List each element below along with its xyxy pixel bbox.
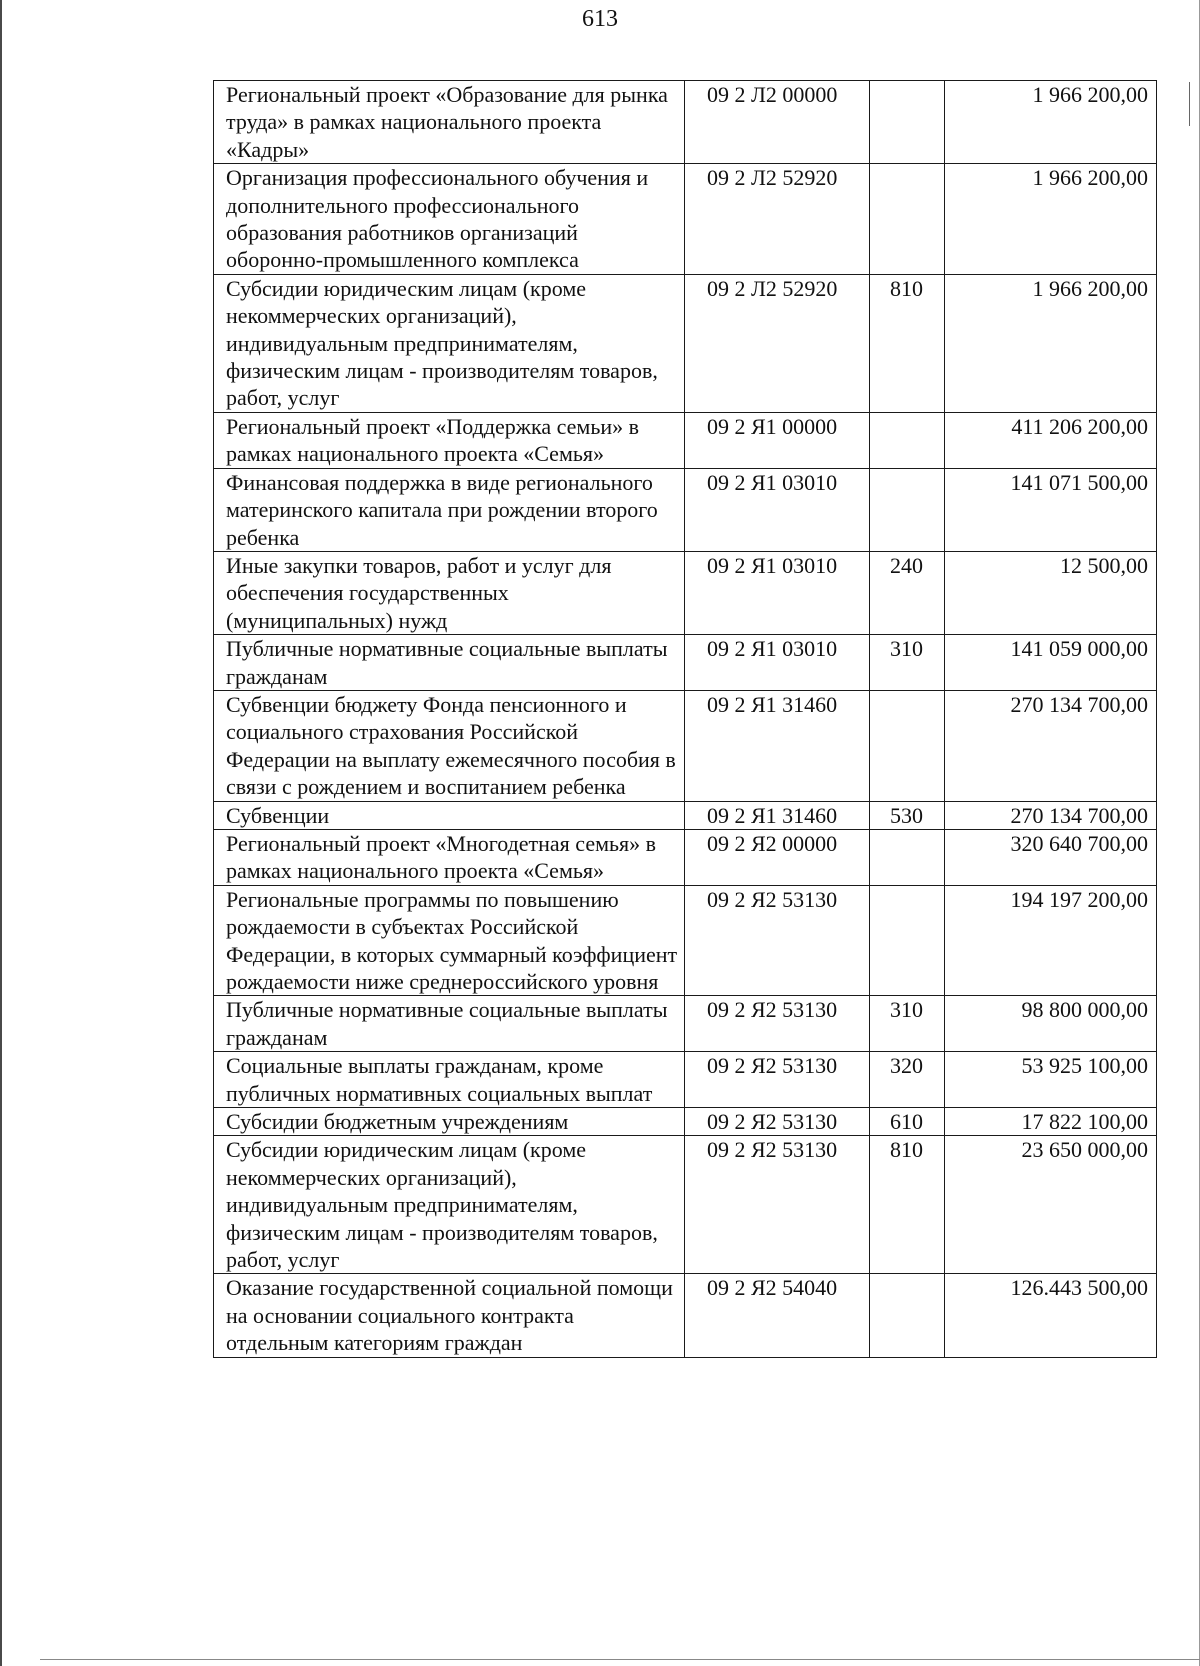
row-type-cell xyxy=(870,1274,945,1357)
row-sum-cell: 411 206 200,00 xyxy=(945,412,1157,468)
row-code-cell: 09 2 Я1 03010 xyxy=(685,468,870,551)
row-sum-cell: 1 966 200,00 xyxy=(945,164,1157,275)
table-row xyxy=(214,551,1157,634)
row-type-cell: 530 xyxy=(870,801,945,829)
row-code-cell: 09 2 Л2 52920 xyxy=(685,274,870,412)
row-name-cell: Иные закупки товаров, работ и услуг для обеспечения государственных (муниципальных) нужд xyxy=(214,551,685,634)
scan-mark xyxy=(1189,82,1190,126)
row-type-cell xyxy=(870,164,945,275)
row-code-cell: 09 2 Я2 53130 xyxy=(685,1108,870,1136)
table-row xyxy=(214,801,1157,829)
table-row xyxy=(214,274,1157,412)
row-code-cell: 09 2 Я2 53130 xyxy=(685,1052,870,1108)
row-code-cell: 09 2 Я2 53130 xyxy=(685,996,870,1052)
row-code-cell: 09 2 Л2 52920 xyxy=(685,164,870,275)
row-name-cell: Организация профессионального обучения и дополнительного профессионального образования работников организаций оборонно-промышленного комплекса xyxy=(214,164,685,275)
row-code-cell: 09 2 Я1 00000 xyxy=(685,412,870,468)
table-row xyxy=(214,635,1157,691)
row-name-cell: Финансовая поддержка в виде регионального материнского капитала при рождении второго ребенка xyxy=(214,468,685,551)
row-name-cell: Субвенции xyxy=(214,801,685,829)
row-type-cell: 240 xyxy=(870,551,945,634)
row-code-cell: 09 2 Л2 00000 xyxy=(685,81,870,164)
row-name-cell: Региональные программы по повышению рождаемости в субъектах Российской Федерации, в которых суммарный коэффициент рождаемости ниже среднероссийского уровня xyxy=(214,885,685,996)
table-row xyxy=(214,829,1157,885)
row-name-cell: Региональный проект «Поддержка семьи» в рамках национального проекта «Семья» xyxy=(214,412,685,468)
row-type-cell: 610 xyxy=(870,1108,945,1136)
row-sum-cell: 53 925 100,00 xyxy=(945,1052,1157,1108)
row-code-cell: 09 2 Я2 54040 xyxy=(685,1274,870,1357)
row-name-cell: Социальные выплаты гражданам, кроме публичных нормативных социальных выплат xyxy=(214,1052,685,1108)
row-name-cell: Субсидии юридическим лицам (кроме некоммерческих организаций), индивидуальным предпринимателям, физическим лицам - производителям товаров, работ, услуг xyxy=(214,1136,685,1274)
row-type-cell xyxy=(870,885,945,996)
budget-table xyxy=(213,80,1157,1358)
row-type-cell xyxy=(870,829,945,885)
row-sum-cell: 126.443 500,00 xyxy=(945,1274,1157,1357)
row-type-cell xyxy=(870,81,945,164)
row-code-cell: 09 2 Я2 53130 xyxy=(685,885,870,996)
row-sum-cell: 1 966 200,00 xyxy=(945,81,1157,164)
row-name-cell: Субвенции бюджету Фонда пенсионного и социального страхования Российской Федерации на выплату ежемесячного пособия в связи с рождением и воспитанием ребенка xyxy=(214,690,685,801)
row-name-cell: Оказание государственной социальной помощи на основании социального контракта отдельным категориям граждан xyxy=(214,1274,685,1357)
table-row xyxy=(214,1052,1157,1108)
row-code-cell: 09 2 Я1 03010 xyxy=(685,551,870,634)
row-sum-cell: 23 650 000,00 xyxy=(945,1136,1157,1274)
table-body xyxy=(214,81,1157,1358)
row-sum-cell: 270 134 700,00 xyxy=(945,690,1157,801)
row-sum-cell: 12 500,00 xyxy=(945,551,1157,634)
table-row xyxy=(214,885,1157,996)
table-row xyxy=(214,412,1157,468)
table-row xyxy=(214,690,1157,801)
row-type-cell xyxy=(870,468,945,551)
table-row xyxy=(214,468,1157,551)
row-sum-cell: 141 071 500,00 xyxy=(945,468,1157,551)
scan-bottom-edge xyxy=(40,1659,1200,1660)
page-number: 613 xyxy=(582,6,618,32)
row-type-cell: 810 xyxy=(870,274,945,412)
row-name-cell: Публичные нормативные социальные выплаты гражданам xyxy=(214,996,685,1052)
row-name-cell: Субсидии бюджетным учреждениям xyxy=(214,1108,685,1136)
row-sum-cell: 141 059 000,00 xyxy=(945,635,1157,691)
row-type-cell: 310 xyxy=(870,635,945,691)
row-code-cell: 09 2 Я2 53130 xyxy=(685,1136,870,1274)
row-sum-cell: 98 800 000,00 xyxy=(945,996,1157,1052)
row-sum-cell: 17 822 100,00 xyxy=(945,1108,1157,1136)
row-sum-cell: 194 197 200,00 xyxy=(945,885,1157,996)
table-row xyxy=(214,1136,1157,1274)
row-code-cell: 09 2 Я1 03010 xyxy=(685,635,870,691)
row-type-cell xyxy=(870,690,945,801)
table-row xyxy=(214,1274,1157,1357)
row-type-cell: 810 xyxy=(870,1136,945,1274)
row-name-cell: Региональный проект «Образование для рынка труда» в рамках национального проекта «Кадры» xyxy=(214,81,685,164)
row-name-cell: Публичные нормативные социальные выплаты гражданам xyxy=(214,635,685,691)
table-row xyxy=(214,1108,1157,1136)
row-code-cell: 09 2 Я2 00000 xyxy=(685,829,870,885)
row-type-cell xyxy=(870,412,945,468)
row-type-cell: 320 xyxy=(870,1052,945,1108)
row-sum-cell: 270 134 700,00 xyxy=(945,801,1157,829)
row-sum-cell: 320 640 700,00 xyxy=(945,829,1157,885)
table-row xyxy=(214,81,1157,164)
table-row xyxy=(214,164,1157,275)
row-code-cell: 09 2 Я1 31460 xyxy=(685,690,870,801)
row-name-cell: Субсидии юридическим лицам (кроме некоммерческих организаций), индивидуальным предпринимателям, физическим лицам - производителям товаров, работ, услуг xyxy=(214,274,685,412)
row-type-cell: 310 xyxy=(870,996,945,1052)
row-sum-cell: 1 966 200,00 xyxy=(945,274,1157,412)
row-code-cell: 09 2 Я1 31460 xyxy=(685,801,870,829)
scan-left-edge xyxy=(0,0,2,1666)
table-row xyxy=(214,996,1157,1052)
row-name-cell: Региональный проект «Многодетная семья» в рамках национального проекта «Семья» xyxy=(214,829,685,885)
